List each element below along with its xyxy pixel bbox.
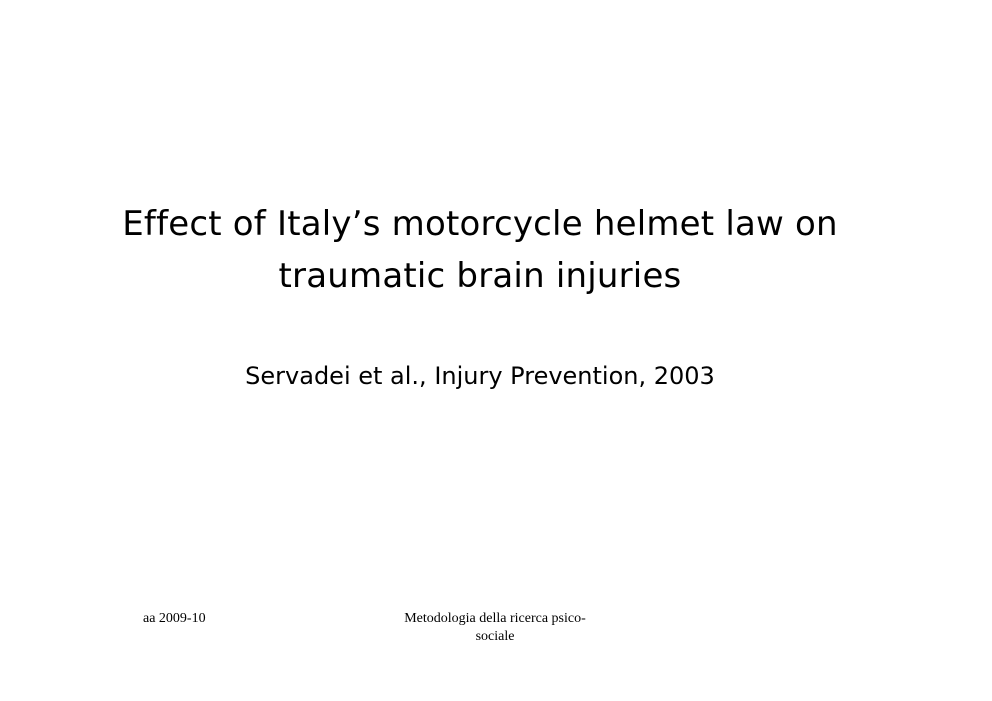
slide-title <box>60 198 900 302</box>
footer-course-line-1: Metodologia della ricerca psico- <box>404 611 586 626</box>
slide-title-line-1: Effect of Italy’s motorcycle helmet law on <box>122 204 838 244</box>
footer-course-name <box>380 610 610 646</box>
slide-subtitle: Servadei et al., Injury Prevention, 2003 <box>245 362 715 390</box>
footer-course-line-2: sociale <box>475 629 515 644</box>
footer-academic-year: aa 2009-10 <box>143 611 206 626</box>
slide-title-line-2: traumatic brain injuries <box>278 256 682 296</box>
